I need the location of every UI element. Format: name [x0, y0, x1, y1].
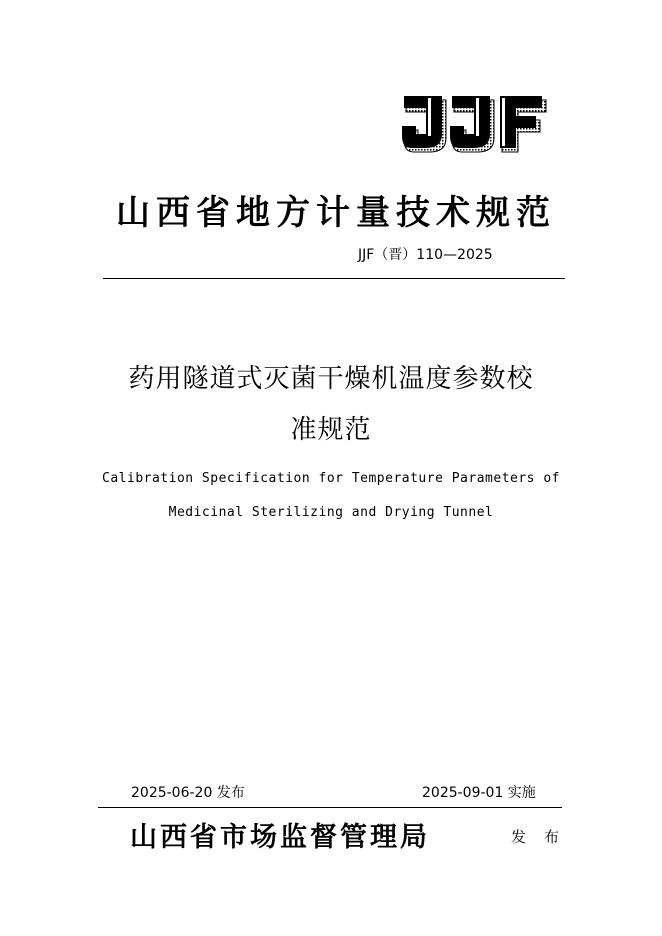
org-title: 山西省地方计量技术规范	[116, 193, 556, 233]
title-en-line2: Medicinal Sterilizing and Drying Tunnel	[168, 505, 494, 520]
issue-verb: 发布	[511, 828, 578, 846]
implement-date: 2025-09-01 实施	[422, 785, 536, 801]
title-en-line1: Calibration Specification for Temperature Parameters of	[102, 471, 560, 486]
standard-number: JJF（晋）110—2025	[358, 247, 493, 263]
issuer-name: 山西省市场监督管理局	[130, 822, 430, 853]
jjf-logo	[400, 92, 550, 158]
divider-top	[103, 278, 565, 279]
divider-bottom	[98, 807, 562, 808]
issue-date: 2025-06-20 发布	[131, 785, 245, 801]
title-cn-line1: 药用隧道式灭菌干燥机温度参数校	[128, 364, 534, 394]
title-cn-line2: 准规范	[290, 415, 372, 445]
